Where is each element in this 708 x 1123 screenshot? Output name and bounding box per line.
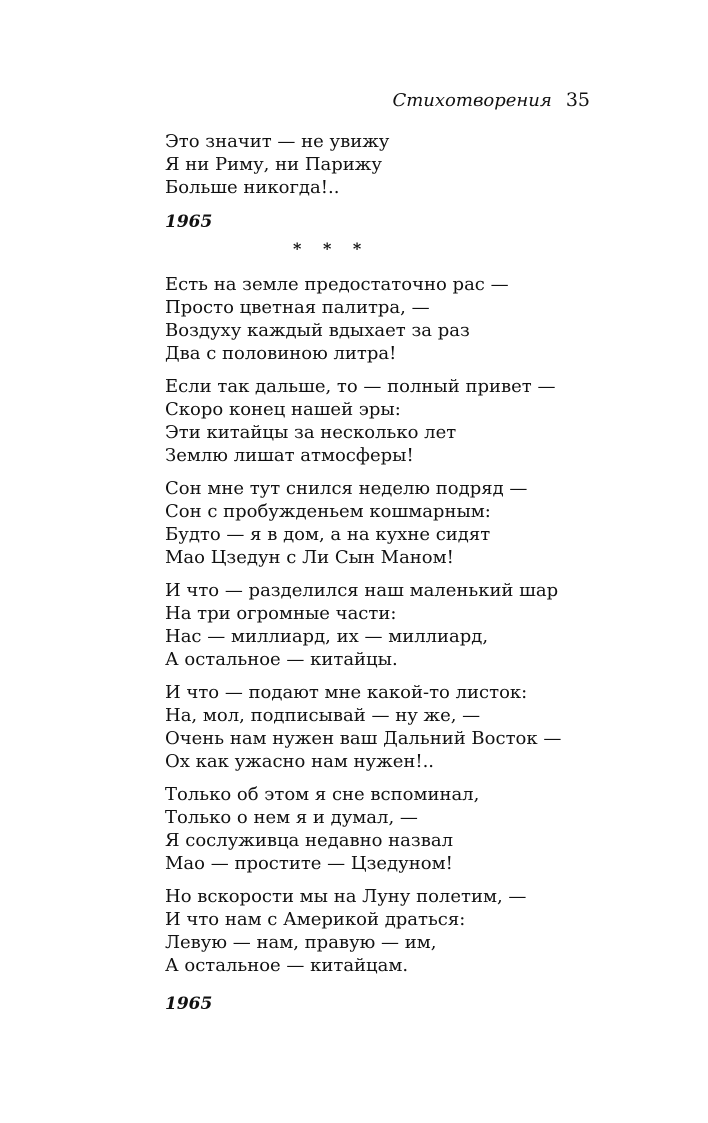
verse-line: Я ни Риму, ни Парижу [165, 154, 382, 175]
verse-line: А остальное — китайцы. [165, 649, 398, 670]
poem-date: 1965 [165, 212, 213, 232]
poem2-stanza [165, 273, 605, 365]
poem2-stanza [165, 579, 605, 671]
verse-line: Больше никогда!.. [165, 177, 340, 198]
running-header [392, 88, 590, 113]
verse-line: И что — подают мне какой-то листок: [165, 682, 528, 703]
verse-line: И что нам с Америкой драться: [165, 909, 466, 930]
verse-line: Очень нам нужен ваш Дальний Восток — [165, 728, 562, 749]
verse-line: Мао — простите — Цзедуном! [165, 853, 453, 874]
verse-line: Два с половиною литра! [165, 343, 397, 364]
verse-line: И что — разделился наш маленький шар [165, 580, 559, 601]
verse-line: Мао Цзедун с Ли Сын Маном! [165, 547, 454, 568]
verse-line: Только об этом я сне вспоминал, [165, 784, 480, 805]
verse-line: Но вскорости мы на Луну полетим, — [165, 886, 527, 907]
poem2-stanza [165, 375, 605, 467]
verse-line: Левую — нам, правую — им, [165, 932, 437, 953]
verse-line: Будто — я в дом, а на кухне сидят [165, 524, 491, 545]
verse-line: Это значит — не увижу [165, 131, 390, 152]
verse-line: На, мол, подписывай — ну же, — [165, 705, 481, 726]
verse-line: Есть на земле предостаточно рас — [165, 274, 509, 295]
verse-line: Эти китайцы за несколько лет [165, 422, 457, 443]
verse-line: Только о нем я и думал, — [165, 807, 418, 828]
verse-line: А остальное — китайцам. [165, 955, 409, 976]
verse-line: Нас — миллиард, их — миллиард, [165, 626, 489, 647]
page-content [165, 130, 605, 1015]
verse-line: Сон мне тут снился неделю подряд — [165, 478, 528, 499]
verse-line: Скоро конец нашей эры: [165, 399, 401, 420]
page-number: 35 [565, 89, 590, 111]
poem-date: 1965 [165, 994, 213, 1014]
poem2-stanza [165, 681, 605, 773]
running-title: Стихотворения [392, 90, 552, 111]
poem1-stanza [165, 130, 605, 199]
verse-line: Просто цветная палитра, — [165, 297, 430, 318]
verse-line: Ох как ужасно нам нужен!.. [165, 751, 435, 772]
poem2-stanza [165, 885, 605, 977]
poem2-stanza [165, 477, 605, 569]
verse-line: На три огромные части: [165, 603, 397, 624]
verse-line: Сон с пробужденьем кошмарным: [165, 501, 491, 522]
verse-line: Я сослуживца недавно назвал [165, 830, 453, 851]
verse-line: Если так дальше, то — полный привет — [165, 376, 556, 397]
verse-line: Воздуху каждый вдыхает за раз [165, 320, 470, 341]
poem2-stanza [165, 783, 605, 875]
verse-line: Землю лишат атмосферы! [165, 445, 414, 466]
poem-separator: * * * [293, 239, 370, 258]
